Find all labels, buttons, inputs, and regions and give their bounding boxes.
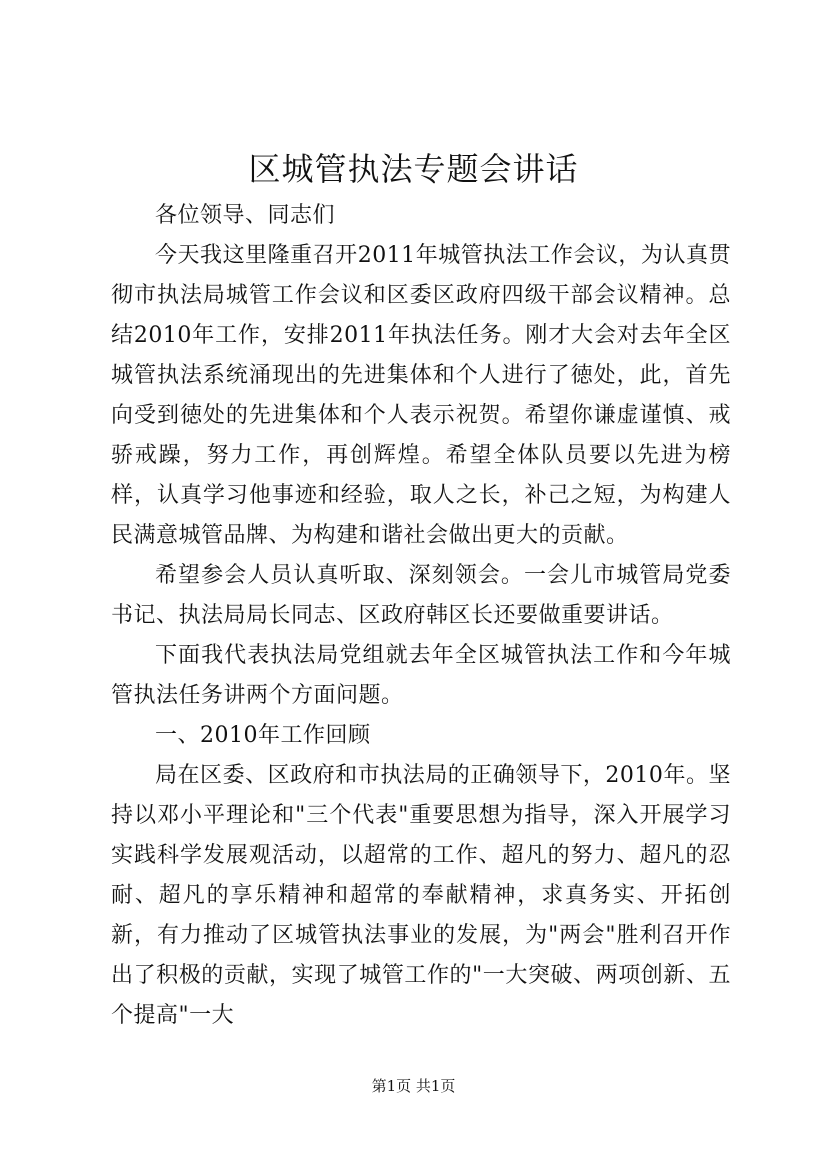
paragraph-opening: 今天我这里隆重召开2011年城管执法工作会议，为认真贯彻市执法局城管工作会议和区委区政府四级干部会议精神。总结2010年工作，安排2011年执法任务。刚才大会对去年全区城管执法系统涌现出的先进集体和个人进行了徳处，此，首先向受到徳处的先进集体和个人表示祝贺。希望你谦虚谨慎、戒骄戒躁，努力工作，再创辉煌。希望全体队员要以先进为榜样，认真学习他事迹和经验，取人之长，补己之短，为构建人民满意城管品牌、为构建和谐社会做出更大的贡献。	[111, 243, 731, 548]
document-title: 区城管执法专题会讲话	[248, 150, 579, 188]
document-body	[111, 196, 731, 1036]
paragraph-review: 局在区委、区政府和市执法局的正确领导下，2010年。坚持以邓小平理论和"三个代表"重要思想为指导，深入开展学习实践科学发展观活动，以超常的工作、超凡的努力、超凡的忍耐、超凡的享乐精神和超常的奉献精神，求真务实、开拓创新，有力推动了区城管执法事业的发展，为"两会"胜利召开作出了积极的贡献，实现了城管工作的"一大突破、两项创新、五个提高"一大	[111, 763, 731, 1028]
section-heading-review: 一、2010年工作回顾	[155, 723, 371, 748]
paragraph-greeting: 各位领导、同志们	[155, 203, 336, 228]
paragraph-request: 希望参会人员认真听取、深刻领会。一会儿市城管局党委书记、执法局局长同志、区政府韩区长还要做重要讲话。	[111, 563, 731, 628]
page-footer: 第1页 共1页	[371, 1077, 456, 1095]
paragraph-agenda: 下面我代表执法局党组就去年全区城管执法工作和今年城管执法任务讲两个方面问题。	[111, 643, 731, 708]
